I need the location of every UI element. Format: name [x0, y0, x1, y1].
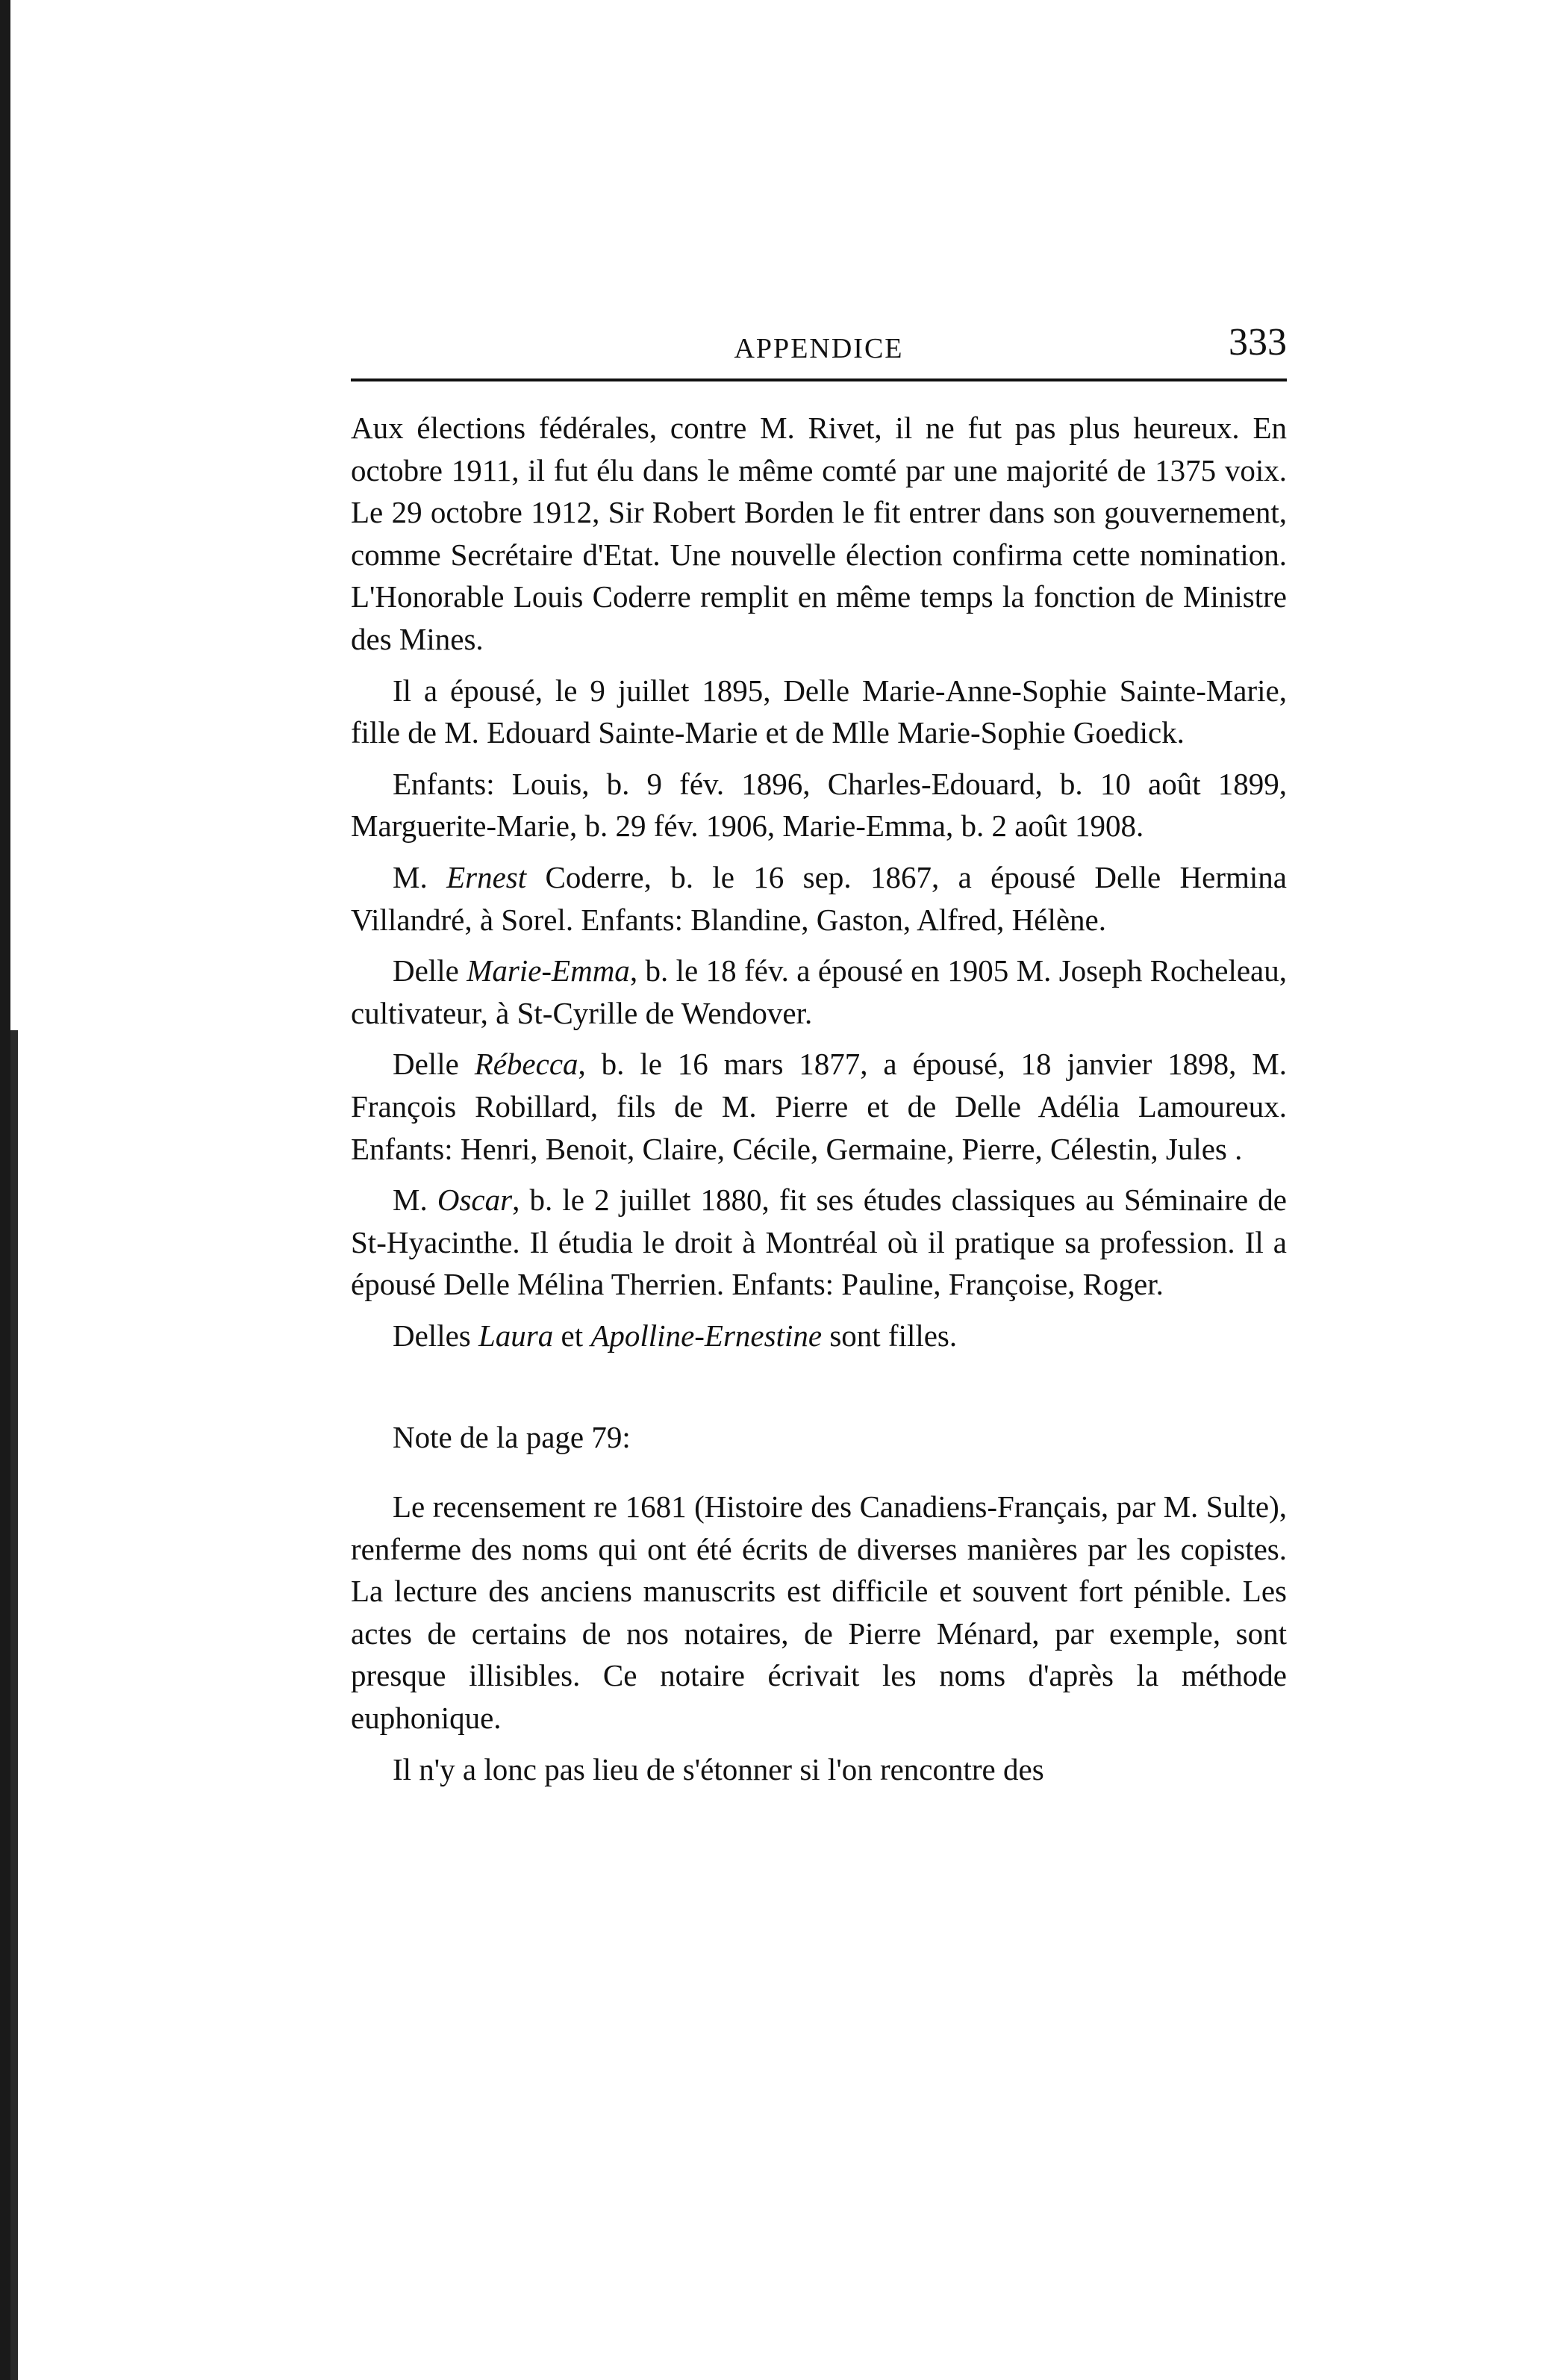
text-span: et	[553, 1318, 591, 1353]
paragraph: Aux élections fédérales, contre M. Rivet, il ne fut pas plus heureux. En octobre 1911, il fut élu dans le même comté par une majorité de 1375 voix. Le 29 octobre 1912, Sir Robert Borden le fit entrer dans son gouvernement, comme Secrétaire d'Etat. Une nouvelle élection confirma cette nomination. L'Honorable Louis Coderre remplit en même temps la fonction de Ministre des Mines.	[351, 411, 1287, 656]
text-span: M.	[393, 859, 447, 894]
body-text	[351, 407, 1287, 1790]
italic-name: Marie-Emma	[467, 953, 630, 988]
italic-name: Oscar	[437, 1183, 513, 1218]
paragraph	[351, 950, 1287, 1034]
text-span: , b. le 18 fév. a épousé en 1905 M. Joseph Rocheleau, cultivateur, à St-Cyrille de Wendover.	[351, 953, 1287, 1030]
text-span: , b. le 2 juillet 1880, fit ses études classiques au Séminaire de St-Hyacinthe. Il étudia le droit à Montréal où il pratique sa profession. Il a épousé Delle Mélina Therrien. Enfants: Pauline, Françoise, Roger.	[351, 1183, 1287, 1302]
text-span: Delle	[393, 1047, 475, 1082]
paragraph: Il a épousé, le 9 juillet 1895, Delle Marie-Anne-Sophie Sainte-Marie, fille de M. Edouard Sainte-Marie et de Mlle Marie-Sophie Goedick.	[351, 673, 1287, 750]
text-span: sont filles.	[822, 1318, 958, 1353]
italic-name: Apolline-Ernestine	[590, 1318, 823, 1353]
header-rule	[351, 379, 1287, 381]
paragraph: Il n'y a lonc pas lieu de s'étonner si l'on rencontre des	[393, 1751, 1044, 1786]
paragraph	[351, 1179, 1287, 1306]
running-title: APPENDICE	[734, 333, 904, 364]
paragraph: Le recensement re 1681 (Histoire des Canadiens-Français, par M. Sulte), renferme des noms qui ont été écrits de diverses manières par les copistes. La lecture des anciens manuscrits est difficile et souvent fort pénible. Les actes de certains de nos notaires, de Pierre Ménard, par exemple, sont presque illisibles. Ce notaire écrivait les noms d'après la méthode euphonique.	[351, 1489, 1287, 1736]
paragraph: Enfants: Louis, b. 9 fév. 1896, Charles-Edouard, b. 10 août 1899, Marguerite-Marie, b. 29 fév. 1906, Marie-Emma, b. 2 août 1908.	[351, 766, 1287, 844]
italic-name: Laura	[478, 1318, 554, 1353]
text-span: Delles	[393, 1318, 478, 1353]
paragraph	[351, 1043, 1287, 1170]
binding-edge	[0, 0, 10, 2380]
text-span: Delle	[393, 953, 467, 988]
text-span: Coderre, b. le 16 sep. 1867, a épousé Delle Hermina Villandré, à Sorel. Enfants: Blandine, Gaston, Alfred, Hélène.	[351, 859, 1287, 937]
italic-name: Ernest	[446, 859, 527, 894]
text-span: M.	[393, 1183, 437, 1218]
page-content	[351, 317, 1287, 1799]
paragraph	[351, 1315, 1287, 1357]
page-number: 333	[1229, 321, 1287, 364]
italic-name: Rébecca	[474, 1047, 578, 1082]
running-head	[351, 317, 1287, 376]
binding-edge-shadow	[10, 1030, 18, 2380]
paragraph	[351, 856, 1287, 941]
note-heading: Note de la page 79:	[393, 1420, 631, 1455]
text-span: , b. le 16 mars 1877, a épousé, 18 janvier 1898, M. François Robillard, fils de M. Pierre et de Delle Adélia Lamoureux. Enfants: Henri, Benoit, Claire, Cécile, Germaine, Pierre, Célestin, Jules .	[351, 1047, 1287, 1166]
